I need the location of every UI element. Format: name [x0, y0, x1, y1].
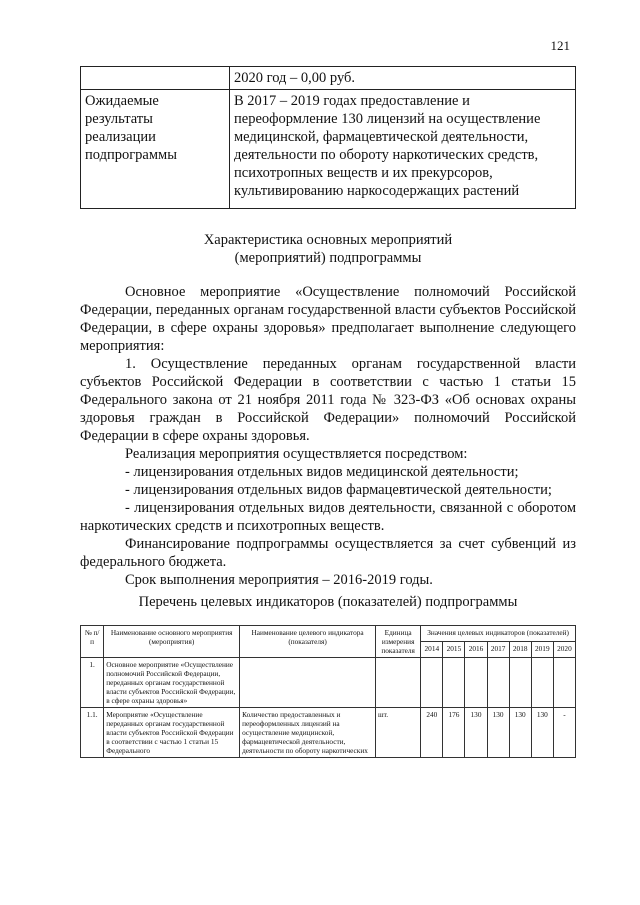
paragraph: - лицензирования отдельных видов фармацевтической деятельности; [125, 482, 552, 498]
value-cell: 130 [509, 708, 531, 758]
indicator-table-heading: Перечень целевых индикаторов (показателей) подпрограммы [138, 594, 518, 610]
value-cell [531, 658, 553, 708]
event-name: Мероприятие «Осуществление переданных органам государственной власти субъектов Российской Федерации в соответствии с частью 1 статьи 15 Федерального [104, 708, 240, 758]
year-header: 2015 [443, 642, 465, 658]
value-cell: 130 [531, 708, 553, 758]
value-cell [553, 658, 575, 708]
year-header: 2018 [509, 642, 531, 658]
year-header: 2016 [465, 642, 487, 658]
paragraph: 1. Осуществление переданных органам государственной власти субъектов Российской Федерации в соответствии с частью 1 статьи 15 Федерального закона от 21 ноября 2011 года № 323-ФЗ «Об основах охраны здоровья граждан в Российской Федерации» полномочий Российской Федерации в сфере охраны здоровья. [80, 356, 576, 444]
column-header-indicator: Наименование целевого индикатора (показателя) [240, 626, 376, 658]
indicator-name: Количество предоставленных и переоформленных лицензий на осуществление медицинской, фармацевтической деятельности, деятельности по обороту наркотических [240, 708, 376, 758]
table-cell: 2020 год – 0,00 руб. [230, 67, 576, 90]
row-number: 1. [81, 658, 104, 708]
body-text [80, 283, 576, 589]
value-cell [443, 658, 465, 708]
value-cell [421, 658, 443, 708]
year-header: 2014 [421, 642, 443, 658]
subprogram-summary-table [80, 66, 576, 209]
heading-line: Характеристика основных мероприятий [203, 232, 453, 248]
year-header: 2020 [553, 642, 575, 658]
value-cell [487, 658, 509, 708]
value-cell: 176 [443, 708, 465, 758]
year-header: 2019 [531, 642, 553, 658]
column-header-unit: Единица измерения показателя [375, 626, 420, 658]
indicator-name [240, 658, 376, 708]
table-row [81, 708, 576, 758]
paragraph: Срок выполнения мероприятия – 2016-2019 годы. [125, 572, 433, 588]
year-header: 2017 [487, 642, 509, 658]
section-heading [80, 231, 576, 267]
paragraph: Финансирование подпрограммы осуществляется за счет субвенций из федерального бюджета. [80, 536, 576, 570]
value-cell: - [553, 708, 575, 758]
table-row [81, 90, 576, 209]
heading-line: (мероприятий) подпрограммы [234, 250, 422, 266]
value-cell [509, 658, 531, 708]
paragraph: - лицензирования отдельных видов деятельности, связанной с оборотом наркотических средств и психотропных веществ. [80, 500, 576, 534]
event-name: Основное мероприятие «Осуществление полномочий Российской Федерации, переданных органам государственной власти субъектов Российской Федерации, в сфере охраны здоровья» [104, 658, 240, 708]
table-row [81, 658, 576, 708]
value-cell: 130 [465, 708, 487, 758]
table-cell [81, 67, 230, 90]
row-number: 1.1. [81, 708, 104, 758]
indicator-table [80, 625, 576, 758]
value-cell: 130 [487, 708, 509, 758]
table-cell: В 2017 – 2019 годах предоставление и переоформление 130 лицензий на осуществление медицинской, фармацевтической деятельности, деятельности по обороту наркотических средств, психотропных веществ и их прекурсоров, культивированию наркосодержащих растений [230, 90, 576, 209]
table-cell: Ожидаемые результаты реализации подпрограммы [81, 90, 230, 209]
column-header-num: № п/п [81, 626, 104, 658]
paragraph: Основное мероприятие «Осуществление полномочий Российской Федерации, переданных органам государственной власти субъектов Российской Федерации, в сфере охраны здоровья» предполагает выполнение следующего мероприятия: [80, 284, 576, 354]
unit [375, 658, 420, 708]
table-row [81, 67, 576, 90]
column-header-event: Наименование основного мероприятия (мероприятия) [104, 626, 240, 658]
value-cell [465, 658, 487, 708]
column-header-values: Значения целевых индикаторов (показателей) [421, 626, 576, 642]
paragraph: - лицензирования отдельных видов медицинской деятельности; [125, 464, 519, 480]
paragraph: Реализация мероприятия осуществляется посредством: [125, 446, 468, 462]
table-header-row [81, 626, 576, 642]
page-number: 121 [550, 38, 570, 53]
value-cell: 240 [421, 708, 443, 758]
unit: шт. [375, 708, 420, 758]
